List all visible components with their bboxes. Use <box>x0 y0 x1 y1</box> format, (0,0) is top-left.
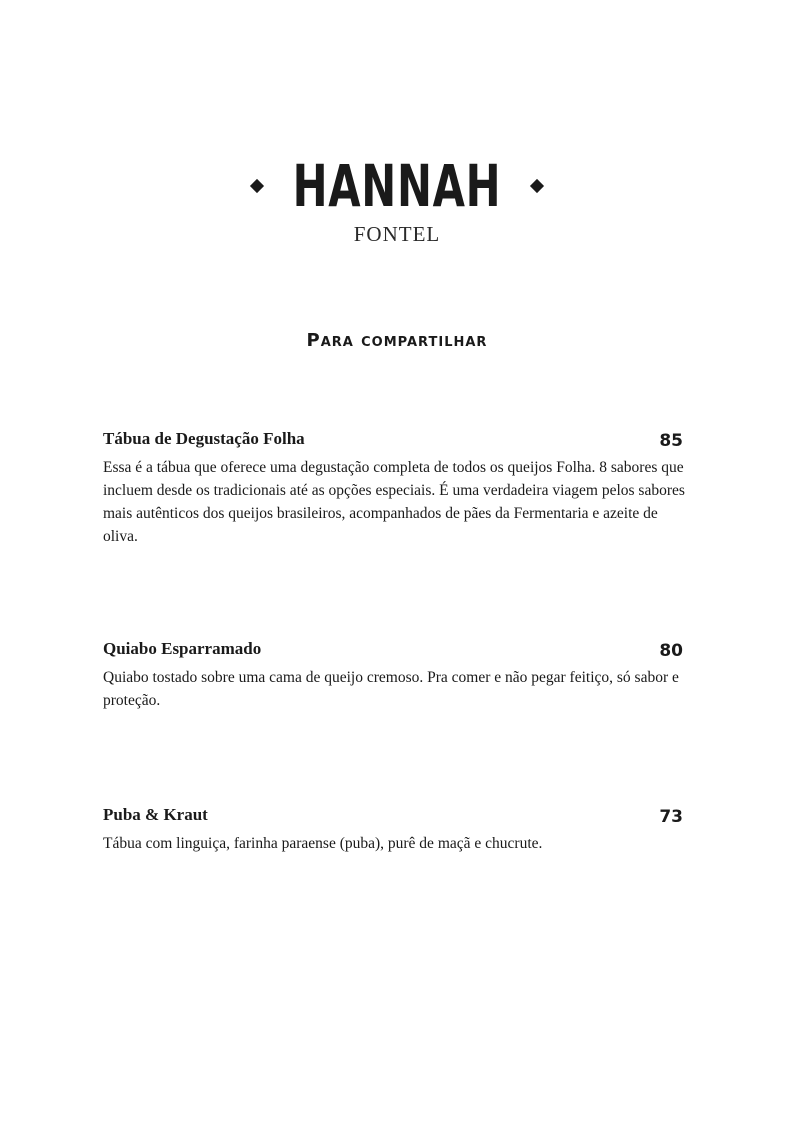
menu-item-price: 80 <box>659 641 683 661</box>
brand-subname: FONTEL <box>353 222 441 246</box>
menu-item-description: Quiabo tostado sobre uma cama de queijo cremoso. Pra comer e não pegar feitiço, só sabor e proteção. <box>103 669 679 709</box>
menu-item-description: Essa é a tábua que oferece uma degustação completa de todos os queijos Folha. 8 sabores que incluem desde os tradicionais até as opções especiais. É uma verdadeira viagem pelos sabores mais autênticos dos queijos brasileiros, acompanhados de pães da Fermentaria e azeite de oliva. <box>103 459 685 545</box>
diamond-right-icon <box>530 179 544 193</box>
logo-row <box>0 152 794 220</box>
menu-item-name: Puba & Kraut <box>103 805 208 824</box>
menu-item-description: Tábua com linguiça, farinha paraense (puba), purê de maçã e chucrute. <box>103 835 543 852</box>
menu-item-header <box>103 805 686 829</box>
menu-item <box>103 429 686 548</box>
menu-item-price: 85 <box>659 431 683 451</box>
brand-name: HANNAH <box>292 152 502 220</box>
menu-item-name: Tábua de Degustação Folha <box>103 429 305 448</box>
menu-item <box>103 805 686 855</box>
menu-item-header <box>103 639 686 663</box>
menu-item <box>103 639 686 712</box>
menu-item-header <box>103 429 686 453</box>
menu-item-name: Quiabo Esparramado <box>103 639 262 658</box>
section-title: Para compartilhar <box>306 330 488 351</box>
diamond-left-icon <box>250 179 264 193</box>
brand-logo <box>0 152 794 247</box>
menu-item-price: 73 <box>659 807 683 827</box>
